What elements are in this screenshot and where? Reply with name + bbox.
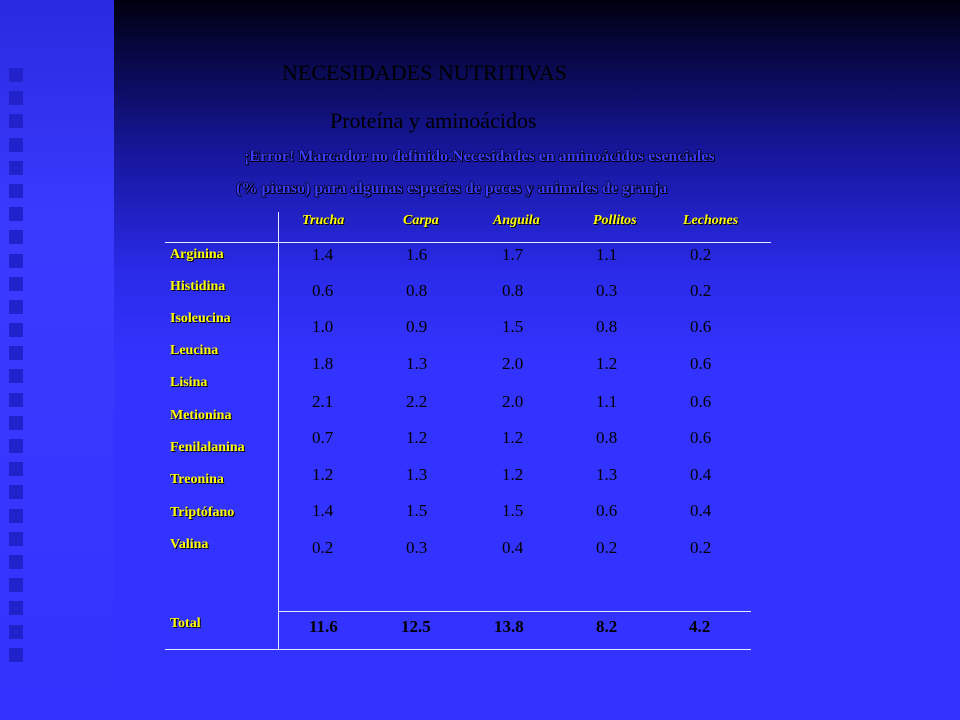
slide-subtitle: Proteína y aminoácidos [330,108,537,133]
table-cell: 0.2 [690,538,712,557]
header-rule [278,242,771,243]
decorative-square [9,439,23,453]
table-cell: 0.9 [406,317,428,336]
column-header-anguila: Anguila [493,213,540,228]
column-header-lechones: Lechones [683,213,739,228]
column-header-carpa: Carpa [403,213,439,228]
table-cell: 1.0 [312,317,334,336]
decorative-square [9,509,23,523]
decorative-square [9,369,23,383]
table-cell: 0.6 [690,354,712,373]
decorative-square-column [9,68,23,671]
table-cell: 1.4 [312,501,334,520]
decorative-square [9,114,23,128]
label-column-rule [278,212,279,650]
table-cell: 2.0 [502,392,524,411]
table-cell: 1.2 [312,465,334,484]
table-cell: 1.2 [406,428,428,447]
decorative-square [9,207,23,221]
decorative-square [9,346,23,360]
table-cell: 0.6 [690,392,712,411]
table-caption-line-2: (% pienso) para algunas especies de peces y animales de granja [236,180,668,197]
table-cell: 1.5 [502,501,524,520]
table-cell: 1.1 [596,245,618,264]
column-header-trucha: Trucha [302,213,345,228]
table-cell: 0.4 [690,501,712,520]
table-cell: 0.6 [312,281,334,300]
decorative-square [9,532,23,546]
table-cell: 2.1 [312,392,334,411]
table-cell: 1.1 [596,392,618,411]
table-cell: 0.4 [502,538,524,557]
row-label: Triptófano [170,505,235,520]
table-cell: 1.2 [596,354,618,373]
decorative-square [9,555,23,569]
table-cell: 1.8 [312,354,334,373]
decorative-square [9,138,23,152]
decorative-square [9,68,23,82]
total-label: Total [170,616,201,631]
table-cell: 0.3 [406,538,428,557]
table-cell: 1.4 [312,245,334,264]
table-cell: 1.6 [406,245,428,264]
decorative-square [9,462,23,476]
total-value: 12.5 [401,617,431,636]
total-value: 11.6 [309,617,338,636]
row-label: Isoleucina [170,311,231,326]
table-caption-line-1: ¡Error! Marcador no definido.Necesidades en aminoácidos esenciales [244,148,715,165]
table-cell: 0.6 [690,428,712,447]
total-value: 13.8 [494,617,524,636]
table-cell: 0.6 [690,317,712,336]
decorative-square [9,323,23,337]
row-label: Leucina [170,343,219,358]
total-value: 8.2 [596,617,618,636]
table-cell: 1.3 [406,354,428,373]
row-label: Arginina [170,247,224,262]
decorative-square [9,393,23,407]
table-cell: 1.5 [502,317,524,336]
table-cell: 0.6 [596,501,618,520]
slide-title: NECESIDADES NUTRITIVAS [282,60,567,85]
decorative-square [9,184,23,198]
decorative-square [9,161,23,175]
row-label: Valina [170,537,209,552]
table-cell: 0.2 [596,538,618,557]
decorative-square [9,277,23,291]
row-label: Histidina [170,279,226,294]
table-cell: 2.0 [502,354,524,373]
table-cell: 1.3 [406,465,428,484]
decorative-square [9,230,23,244]
column-header-pollitos: Pollitos [593,213,637,228]
table-cell: 0.8 [596,428,618,447]
table-cell: 0.3 [596,281,618,300]
table-bottom-rule [165,649,751,650]
table-cell: 0.8 [406,281,428,300]
table-top-rule [165,242,278,243]
total-top-rule [278,611,751,612]
row-label: Treonina [170,472,224,487]
table-cell: 0.2 [690,245,712,264]
row-label: Lisina [170,375,208,390]
table-cell: 0.4 [690,465,712,484]
table-cell: 0.2 [690,281,712,300]
table-cell: 0.8 [502,281,524,300]
decorative-square [9,416,23,430]
decorative-square [9,485,23,499]
decorative-square [9,625,23,639]
decorative-square [9,648,23,662]
table-cell: 1.5 [406,501,428,520]
table-cell: 0.8 [596,317,618,336]
table-cell: 0.2 [312,538,334,557]
row-label: Metionina [170,408,232,423]
row-label: Fenilalanina [170,440,245,455]
decorative-square [9,254,23,268]
table-cell: 0.7 [312,428,334,447]
total-value: 4.2 [689,617,711,636]
table-cell: 1.3 [596,465,618,484]
decorative-square [9,578,23,592]
decorative-square [9,601,23,615]
table-cell: 1.7 [502,245,524,264]
decorative-square [9,300,23,314]
decorative-square [9,91,23,105]
table-cell: 2.2 [406,392,428,411]
table-cell: 1.2 [502,428,524,447]
table-cell: 1.2 [502,465,524,484]
